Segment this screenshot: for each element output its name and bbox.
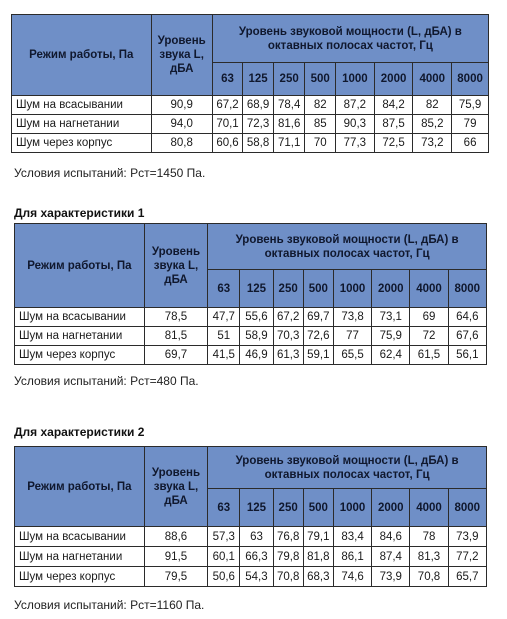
freq-4000: 4000 — [410, 270, 448, 308]
cell: 78,4 — [273, 96, 305, 115]
section-title: Для характеристики 1 — [14, 206, 145, 220]
cell: 73,8 — [333, 308, 371, 327]
cell: 82 — [305, 96, 336, 115]
cell: 66,3 — [240, 547, 273, 567]
table-row — [12, 115, 489, 134]
test-conditions: Условия испытаний: Рст=1160 Па. — [14, 598, 205, 612]
table-row — [15, 527, 487, 547]
cell: 60,1 — [208, 547, 240, 567]
cell: 77,3 — [336, 134, 375, 153]
freq-125: 125 — [243, 63, 274, 96]
freq-2000: 2000 — [372, 270, 410, 308]
cell: 65,7 — [448, 567, 486, 587]
test-conditions: Условия испытаний: Рст=1450 Па. — [14, 166, 206, 180]
table-row — [12, 96, 489, 115]
cell: 81,6 — [273, 115, 305, 134]
freq-500: 500 — [305, 63, 336, 96]
cell: 87,4 — [372, 547, 410, 567]
cell: 68,9 — [243, 96, 274, 115]
table-row — [15, 327, 487, 346]
freq-250: 250 — [273, 270, 303, 308]
cell: 85 — [305, 115, 336, 134]
cell: 73,9 — [448, 527, 486, 547]
row-level: 90,9 — [151, 96, 212, 115]
table-row — [15, 308, 487, 327]
cell: 78 — [410, 527, 448, 547]
cell: 69,7 — [303, 308, 333, 327]
freq-1000: 1000 — [333, 270, 371, 308]
cell: 67,2 — [273, 308, 303, 327]
cell: 64,6 — [448, 308, 486, 327]
cell: 84,6 — [372, 527, 410, 547]
cell: 65,5 — [333, 346, 371, 365]
table-row — [15, 547, 487, 567]
cell: 71,1 — [273, 134, 305, 153]
row-level: 81,5 — [144, 327, 207, 346]
cell: 86,1 — [333, 547, 371, 567]
cell: 79 — [452, 115, 489, 134]
header-mode: Режим работы, Па — [12, 15, 152, 96]
cell: 51 — [208, 327, 240, 346]
freq-500: 500 — [303, 270, 333, 308]
noise-table-2 — [14, 223, 487, 365]
row-mode: Шум на нагнетании — [12, 115, 152, 134]
cell: 70,8 — [273, 567, 303, 587]
cell: 70,3 — [273, 327, 303, 346]
row-mode: Шум через корпус — [15, 346, 145, 365]
freq-125: 125 — [240, 270, 273, 308]
cell: 46,9 — [240, 346, 273, 365]
cell: 41,5 — [208, 346, 240, 365]
row-mode: Шум на нагнетании — [15, 327, 145, 346]
cell: 68,3 — [303, 567, 333, 587]
row-mode: Шум на нагнетании — [15, 547, 145, 567]
cell: 79,1 — [303, 527, 333, 547]
row-level: 88,6 — [144, 527, 207, 547]
freq-2000: 2000 — [372, 489, 410, 527]
row-mode: Шум на всасывании — [12, 96, 152, 115]
cell: 81,3 — [410, 547, 448, 567]
cell: 72,5 — [374, 134, 413, 153]
table-row — [15, 346, 487, 365]
cell: 75,9 — [372, 327, 410, 346]
cell: 82 — [413, 96, 452, 115]
freq-2000: 2000 — [374, 63, 413, 96]
cell: 72,6 — [303, 327, 333, 346]
cell: 67,2 — [212, 96, 243, 115]
header-sound-power: Уровень звуковой мощности (L, дБА) в октавных полосах частот, Гц — [208, 447, 487, 489]
header-mode: Режим работы, Па — [15, 447, 145, 527]
table-row — [12, 134, 489, 153]
header-mode: Режим работы, Па — [15, 224, 145, 308]
freq-500: 500 — [303, 489, 333, 527]
row-mode: Шум на всасывании — [15, 308, 145, 327]
cell: 63 — [240, 527, 273, 547]
freq-63: 63 — [212, 63, 243, 96]
cell: 76,8 — [273, 527, 303, 547]
header-sound-power: Уровень звуковой мощности (L, дБА) в октавных полосах частот, Гц — [208, 224, 487, 270]
cell: 79,8 — [273, 547, 303, 567]
cell: 75,9 — [452, 96, 489, 115]
cell: 55,6 — [240, 308, 273, 327]
cell: 61,5 — [410, 346, 448, 365]
header-sound-level: Уровень звука L, дБА — [151, 15, 212, 96]
row-mode: Шум через корпус — [12, 134, 152, 153]
table-row — [15, 567, 487, 587]
cell: 73,9 — [372, 567, 410, 587]
freq-8000: 8000 — [448, 489, 486, 527]
cell: 47,7 — [208, 308, 240, 327]
cell: 70,1 — [212, 115, 243, 134]
cell: 77,2 — [448, 547, 486, 567]
freq-250: 250 — [273, 63, 305, 96]
freq-8000: 8000 — [452, 63, 489, 96]
cell: 66 — [452, 134, 489, 153]
cell: 83,4 — [333, 527, 371, 547]
noise-table-1 — [11, 14, 489, 153]
freq-250: 250 — [273, 489, 303, 527]
freq-63: 63 — [208, 489, 240, 527]
cell: 56,1 — [448, 346, 486, 365]
cell: 72,3 — [243, 115, 274, 134]
freq-8000: 8000 — [448, 270, 486, 308]
cell: 85,2 — [413, 115, 452, 134]
row-level: 79,5 — [144, 567, 207, 587]
freq-4000: 4000 — [410, 489, 448, 527]
freq-1000: 1000 — [336, 63, 375, 96]
cell: 90,3 — [336, 115, 375, 134]
row-mode: Шум на всасывании — [15, 527, 145, 547]
cell: 73,2 — [413, 134, 452, 153]
cell: 59,1 — [303, 346, 333, 365]
cell: 84,2 — [374, 96, 413, 115]
cell: 70 — [305, 134, 336, 153]
cell: 50,6 — [208, 567, 240, 587]
cell: 81,8 — [303, 547, 333, 567]
test-conditions: Условия испытаний: Рст=480 Па. — [14, 374, 199, 388]
header-sound-power: Уровень звуковой мощности (L, дБА) в октавных полосах частот, Гц — [212, 15, 488, 63]
cell: 67,6 — [448, 327, 486, 346]
row-mode: Шум через корпус — [15, 567, 145, 587]
cell: 54,3 — [240, 567, 273, 587]
row-level: 69,7 — [144, 346, 207, 365]
cell: 60,6 — [212, 134, 243, 153]
row-level: 94,0 — [151, 115, 212, 134]
cell: 58,9 — [240, 327, 273, 346]
cell: 58,8 — [243, 134, 274, 153]
cell: 87,2 — [336, 96, 375, 115]
cell: 69 — [410, 308, 448, 327]
freq-125: 125 — [240, 489, 273, 527]
cell: 74,6 — [333, 567, 371, 587]
cell: 87,5 — [374, 115, 413, 134]
row-level: 80,8 — [151, 134, 212, 153]
freq-1000: 1000 — [333, 489, 371, 527]
cell: 77 — [333, 327, 371, 346]
cell: 61,3 — [273, 346, 303, 365]
cell: 57,3 — [208, 527, 240, 547]
header-sound-level: Уровень звука L, дБА — [144, 224, 207, 308]
section-title: Для характеристики 2 — [14, 425, 145, 439]
noise-table-3 — [14, 446, 487, 587]
row-level: 91,5 — [144, 547, 207, 567]
cell: 73,1 — [372, 308, 410, 327]
header-sound-level: Уровень звука L, дБА — [144, 447, 207, 527]
cell: 62,4 — [372, 346, 410, 365]
cell: 70,8 — [410, 567, 448, 587]
cell: 72 — [410, 327, 448, 346]
freq-63: 63 — [208, 270, 240, 308]
freq-4000: 4000 — [413, 63, 452, 96]
row-level: 78,5 — [144, 308, 207, 327]
